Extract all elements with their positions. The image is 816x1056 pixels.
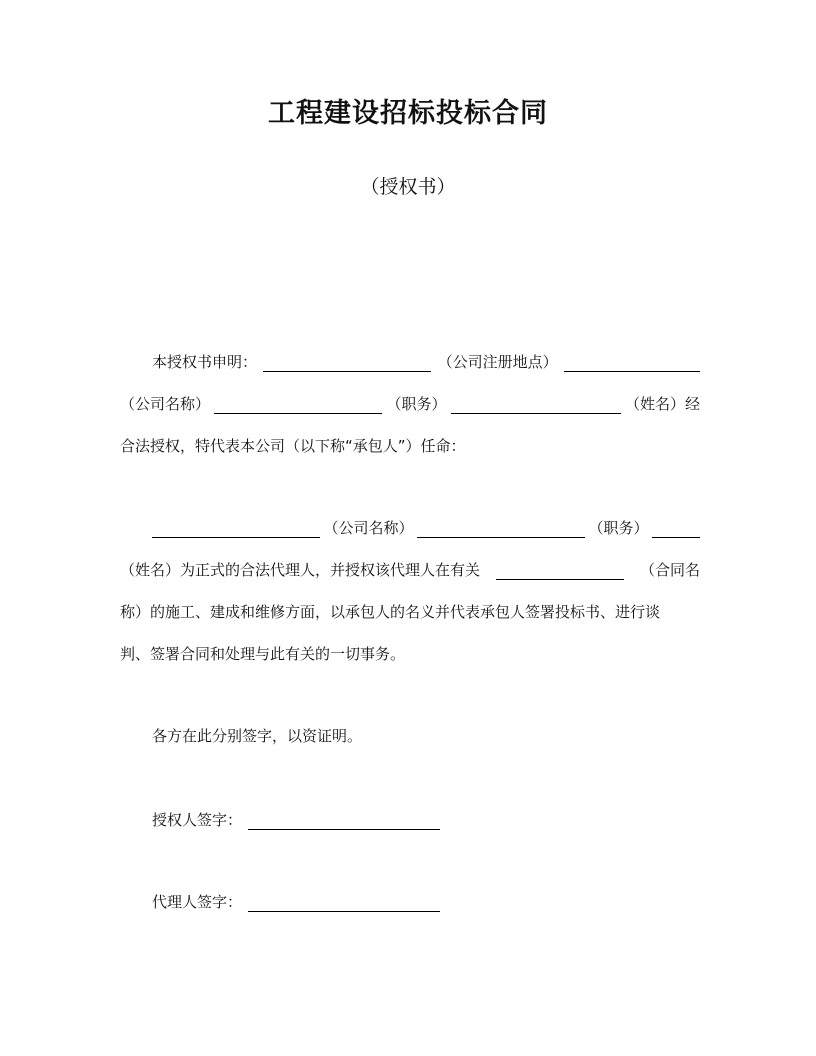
para1-intro: 本授权书申明： [152, 353, 258, 371]
grantor-signature-label: 授权人签字： [152, 811, 243, 829]
para2-company-label: （公司名称） [323, 519, 414, 537]
para1-line1 [120, 352, 700, 372]
para2-name-text: （姓名）为正式的合法代理人，并授权该代理人在有关 [120, 561, 481, 579]
para1-line3: 合法授权，特代表本公司（以下称“承包人”）任命： [120, 437, 466, 455]
para1-position-label: （职务） [386, 395, 447, 413]
contract-name-blank[interactable] [496, 561, 624, 580]
company-name-blank-2[interactable] [152, 519, 320, 538]
agent-signature-row [120, 892, 732, 912]
para2-position-label: （职务） [588, 519, 649, 537]
para2-contract-label: （合同名 [639, 561, 700, 579]
name-blank-1[interactable] [451, 395, 621, 414]
position-blank-2[interactable] [417, 519, 585, 538]
closing-statement: 各方在此分别签字，以资证明。 [152, 727, 363, 745]
para2-line2 [120, 560, 700, 580]
para2-line1 [120, 518, 700, 538]
registered-location-blank[interactable] [263, 353, 431, 372]
grantor-signature-row [120, 810, 732, 830]
agent-signature-label: 代理人签字： [152, 893, 243, 911]
para1-place-label: （公司注册地点） [437, 353, 558, 371]
name-blank-2[interactable] [652, 519, 700, 538]
para1-line2 [120, 394, 700, 414]
grantor-signature-blank[interactable] [248, 811, 440, 830]
agent-signature-blank[interactable] [248, 893, 440, 912]
para1-company-label: （公司名称） [120, 395, 211, 413]
para2-line4: 判、签署合同和处理与此有关的一切事务。 [120, 645, 406, 663]
document-subtitle: （授权书） [360, 176, 456, 198]
document-title: 工程建设招标投标合同 [268, 98, 548, 129]
company-name-blank-1[interactable] [564, 353, 700, 372]
position-blank-1[interactable] [214, 395, 382, 414]
para2-line3: 称）的施工、建成和维修方面，以承包人的名义并代表承包人签署投标书、进行谈 [120, 603, 661, 621]
para1-name-label: （姓名）经 [624, 395, 700, 413]
